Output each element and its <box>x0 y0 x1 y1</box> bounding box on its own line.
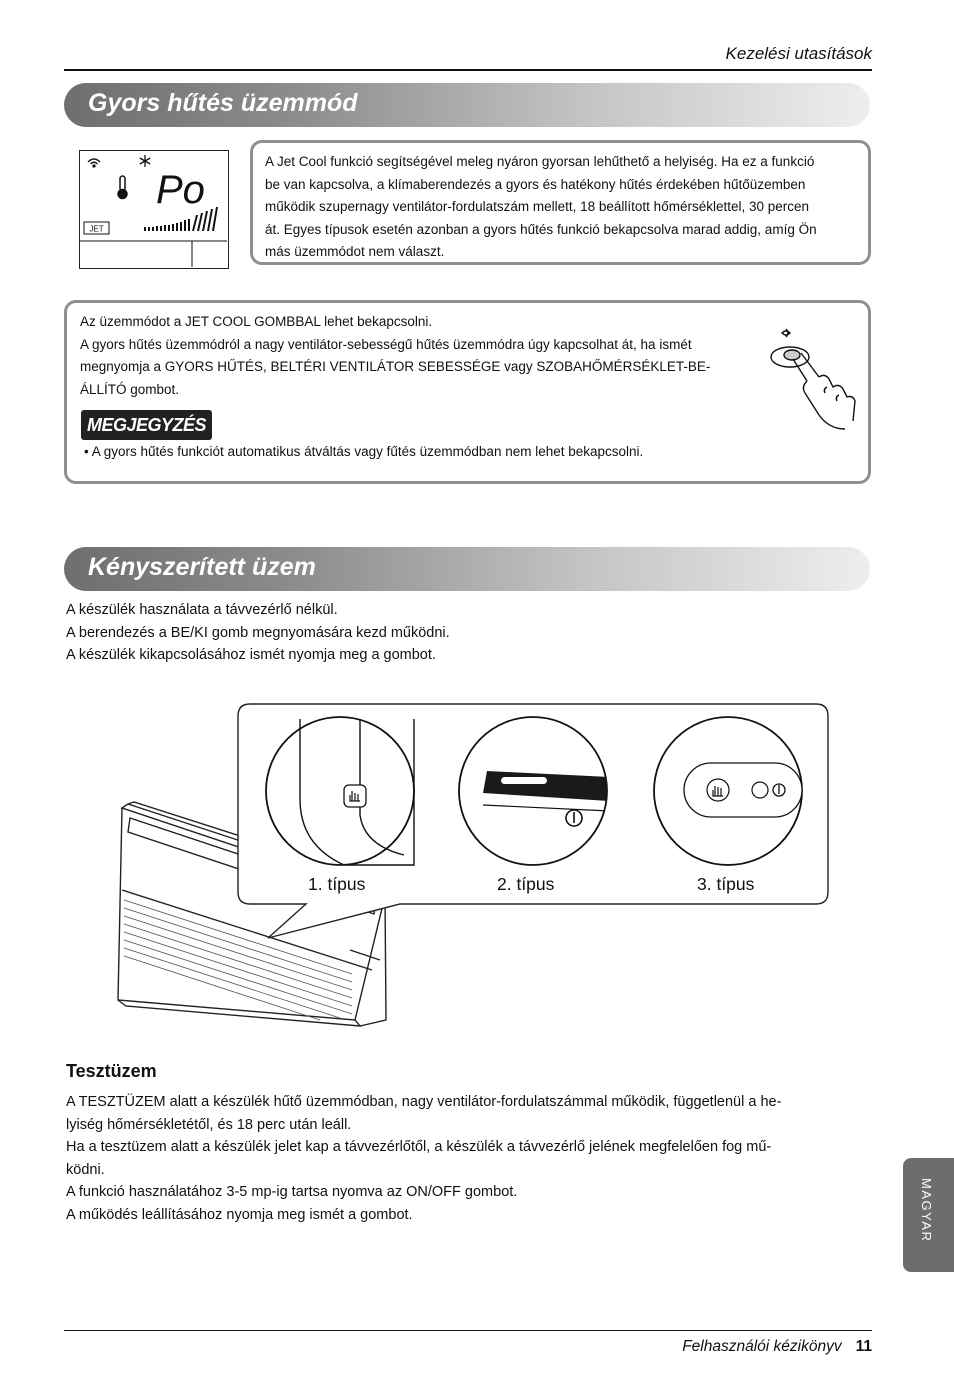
page-number: 11 <box>855 1338 872 1355</box>
description-line: A Jet Cool funkció segítségével meleg nyáron gyorsan lehűthető a helyiség. Ha ez a funkció <box>265 154 815 169</box>
snowflake-icon <box>140 155 150 167</box>
note-text: • A gyors hűtés funkciót automatikus átváltás vagy fűtés üzemmódban nem lehet bekapcsolni. <box>84 444 644 459</box>
jet-indicator: JET <box>89 224 104 234</box>
footer-rule <box>64 1330 872 1331</box>
forced-line: A készülék kikapcsolásához ismét nyomja meg a gombot. <box>66 647 436 663</box>
header-rule <box>64 69 872 71</box>
footer <box>682 1338 872 1356</box>
signal-icon <box>88 159 100 167</box>
lcd-display <box>79 150 229 269</box>
test-mode-heading: Tesztüzem <box>66 1061 157 1081</box>
thermometer-icon <box>118 176 127 199</box>
section-bar-forced-operation <box>64 547 870 591</box>
type2-button-illustration <box>457 715 609 867</box>
test-mode-line: A TESZTÜZEM alatt a készülék hűtő üzemmódban, nagy ventilátor-fordulatszámmal működik, függetlenül a he- <box>66 1094 782 1110</box>
description-text <box>265 151 865 264</box>
description-line: működik szupernagy ventilátor-fordulatszám mellett, 18 beállított hőmérséklettel, 30 percen <box>265 199 810 214</box>
test-mode-text <box>66 1091 866 1226</box>
forced-operation-text <box>66 599 450 667</box>
section-bar-jet-cool <box>64 83 870 127</box>
test-mode-line: Ha a tesztüzem alatt a készülék jelet kap a távvezérlőtől, a készülék a távvezérlő jelének megfelelően fog mű- <box>66 1139 772 1155</box>
note-badge: MEGJEGYZÉS <box>81 410 212 440</box>
language-tab <box>903 1158 954 1272</box>
section-title-forced-operation: Kényszerített üzem <box>88 553 316 581</box>
type1-button-illustration <box>264 715 416 867</box>
hand-pressing-button-icon <box>767 325 859 441</box>
test-mode-line: ködni. <box>66 1161 105 1178</box>
forced-line: A készülék használata a távvezérlő nélkül. <box>66 602 338 618</box>
test-mode-line: A működés leállításához nyomja meg ismét a gombot. <box>66 1206 413 1223</box>
instruction-line: Az üzemmódot a JET COOL GOMBBAL lehet bekapcsolni. <box>80 314 433 329</box>
type2-label: 2. típus <box>497 874 555 894</box>
language-tab-label: MAGYAR <box>919 1178 934 1243</box>
instruction-text <box>80 311 770 401</box>
type1-label: 1. típus <box>308 874 366 894</box>
lcd-display-graphic <box>80 151 227 267</box>
instruction-line: ÁLLÍTÓ gombot. <box>80 381 180 397</box>
instruction-line: megnyomja a GYORS HŰTÉS, BELTÉRI VENTILÁTOR SEBESSÉGE vagy SZOBAHŐMÉRSÉKLET-BE- <box>80 359 711 374</box>
type3-button-illustration <box>652 715 804 867</box>
lcd-mode-text: Po <box>156 168 205 212</box>
forced-line: A berendezés a BE/KI gomb megnyomására kezd működni. <box>66 624 450 641</box>
description-line: át. Egyes típusok esetén azonban a gyors hűtés funkció bekapcsolva marad addig, amíg Ön <box>265 221 817 237</box>
test-mode-line: lyiség hőmérsékletétől, és 18 perc után leáll. <box>66 1116 352 1133</box>
type3-label: 3. típus <box>697 874 755 894</box>
running-header: Kezelési utasítások <box>725 44 872 63</box>
test-mode-line: A funkció használatához 3-5 mp-ig tartsa nyomva az ON/OFF gombot. <box>66 1184 518 1200</box>
jet-cool-description-box <box>250 140 871 265</box>
description-line: be van kapcsolva, a klímaberendezés a gyors és hatékony hűtés érdekében hűtőüzemben <box>265 176 806 192</box>
section-title-jet-cool: Gyors hűtés üzemmód <box>88 89 358 117</box>
description-line: más üzemmódot nem választ. <box>265 244 445 259</box>
instruction-line: A gyors hűtés üzemmódról a nagy ventilátor-sebességű hűtés üzemmódra úgy kapcsolhat át, ha ismét <box>80 336 692 352</box>
footer-title: Felhasználói kézikönyv <box>682 1338 842 1355</box>
